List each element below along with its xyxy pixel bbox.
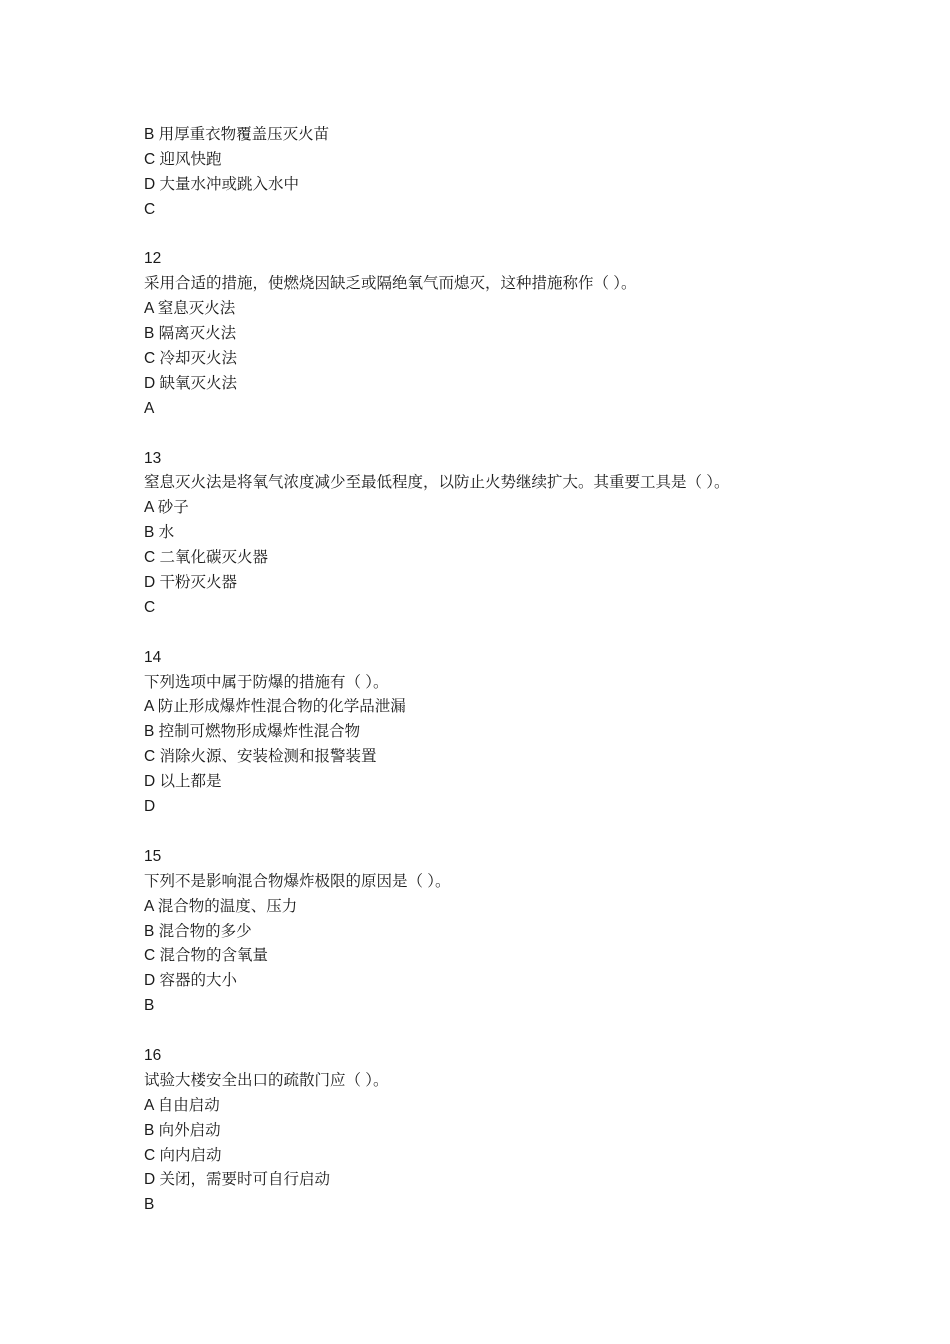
blank-line <box>144 621 844 646</box>
option-d: D 关闭，需要时可自行启动 <box>144 1171 331 1189</box>
question-stem: 试验大楼安全出口的疏散门应（ ）。 <box>144 1071 389 1089</box>
question-stem: 下列不是影响混合物爆炸极限的原因是（ ）。 <box>144 872 451 890</box>
blank-line <box>144 223 844 248</box>
option-b: B 控制可燃物形成爆炸性混合物 <box>144 723 361 741</box>
option-c: C 迎风快跑 <box>144 150 222 168</box>
answer: D <box>144 798 156 816</box>
question-number: 15 <box>144 847 162 865</box>
question-14 <box>144 646 844 820</box>
question-12 <box>144 247 844 421</box>
option-c: C 二氧化碳灭火器 <box>144 549 269 567</box>
document-content <box>144 123 844 1218</box>
option-a: A 防止形成爆炸性混合物的化学品泄漏 <box>144 698 406 716</box>
option-c: C 消除火源、安装检测和报警装置 <box>144 748 377 766</box>
previous-question-tail <box>144 123 844 223</box>
blank-line <box>144 1019 844 1044</box>
option-a: A 混合物的温度、压力 <box>144 897 298 915</box>
option-d: D 大量水冲或跳入水中 <box>144 175 300 193</box>
question-stem: 采用合适的措施，使燃烧因缺乏或隔绝氧气而熄灭，这种措施称作（ ）。 <box>144 275 637 293</box>
option-d: D 以上都是 <box>144 773 222 791</box>
option-b: B 隔离灭火法 <box>144 325 237 343</box>
option-b: B 水 <box>144 524 175 542</box>
question-15 <box>144 845 844 1019</box>
question-stem: 窒息灭火法是将氧气浓度减少至最低程度，以防止火势继续扩大。其重要工具是（ ）。 <box>144 474 730 492</box>
answer: B <box>144 997 155 1015</box>
option-a: A 砂子 <box>144 499 189 517</box>
option-a: A 窒息灭火法 <box>144 300 236 318</box>
answer: B <box>144 1196 155 1214</box>
question-13 <box>144 447 844 621</box>
option-d: D 容器的大小 <box>144 972 238 990</box>
question-number: 12 <box>144 250 162 268</box>
option-d: D 干粉灭火器 <box>144 574 238 592</box>
question-number: 13 <box>144 449 162 467</box>
question-16 <box>144 1044 844 1218</box>
answer: A <box>144 399 155 417</box>
option-b: B 用厚重衣物覆盖压灭火苗 <box>144 126 330 143</box>
question-stem: 下列选项中属于防爆的措施有（ ）。 <box>144 673 389 691</box>
option-c: C 混合物的含氧量 <box>144 947 269 965</box>
blank-line <box>144 422 844 447</box>
answer: C <box>144 200 156 218</box>
option-b: B 混合物的多少 <box>144 922 252 940</box>
option-c: C 向内启动 <box>144 1146 222 1164</box>
option-d: D 缺氧灭火法 <box>144 374 238 392</box>
answer: C <box>144 598 156 616</box>
question-number: 16 <box>144 1046 162 1064</box>
question-number: 14 <box>144 648 162 666</box>
option-a: A 自由启动 <box>144 1096 220 1114</box>
option-c: C 冷却灭火法 <box>144 350 238 368</box>
blank-line <box>144 820 844 845</box>
option-b: B 向外启动 <box>144 1121 221 1139</box>
